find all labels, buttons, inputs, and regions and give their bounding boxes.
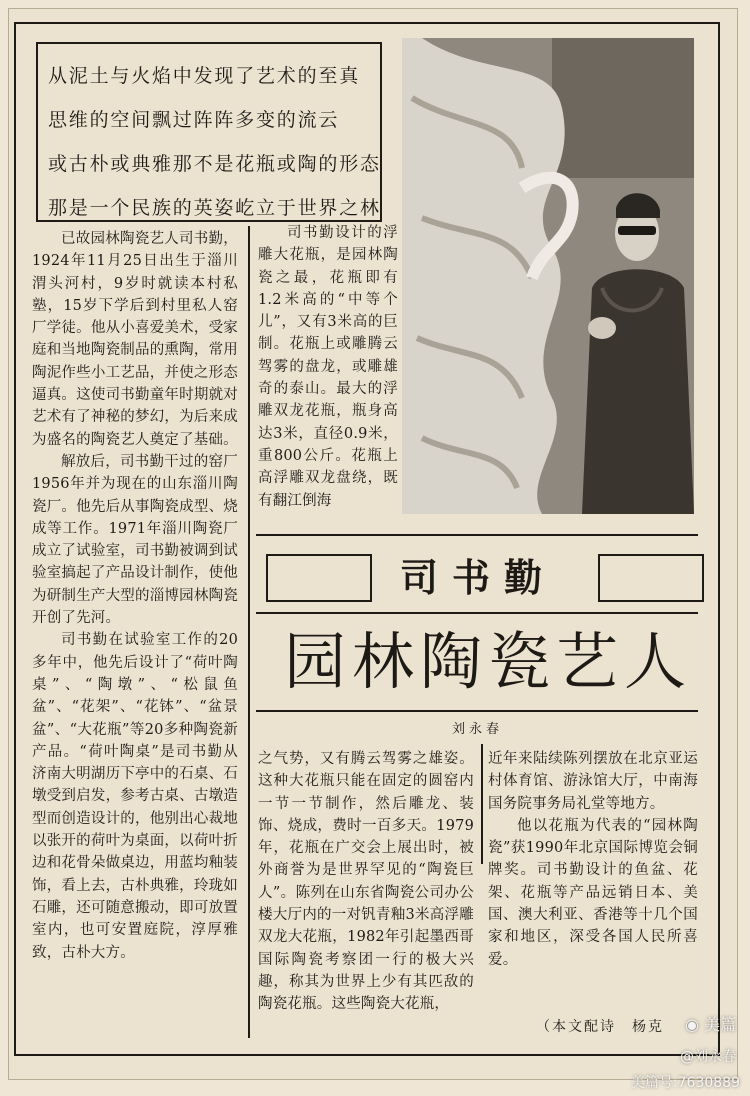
poem-line: 或古朴或典雅那不是花瓶或陶的形态 xyxy=(48,153,381,175)
article-name: 司书勤 xyxy=(399,556,556,600)
article-paragraph: 之气势，又有腾云驾雾之雄姿。这种大花瓶只能在固定的圆窑内一节一节制作，然后雕龙、装饰、烧成，费时一百多天。1979年，花瓶在广交会上展出时，被外商誉为是世界罕见的“陶瓷巨人”。陈列在山东省陶瓷公司办公楼大厅内的一对钒青釉3米高浮雕双龙大花瓶，1982年引起墨西哥国际陶瓷考察团一行的极大兴趣，称其为世界上少有其匹敌的陶瓷花瓶。这些陶瓷大花瓶， xyxy=(258,751,474,1013)
headline-rule-top xyxy=(256,534,698,536)
user-watermark: @刘永春 xyxy=(680,1049,736,1065)
poem-box xyxy=(36,42,382,222)
article-column-1 xyxy=(32,228,238,964)
decorative-box-left xyxy=(266,554,372,602)
article-paragraph: 近年来陆续陈列摆放在北京亚运村体育馆、游泳馆大厅，中南海国务院事务局礼堂等地方。 xyxy=(488,751,698,812)
portrait-photo xyxy=(402,38,694,514)
headline-rule-middle xyxy=(256,612,698,614)
column-divider xyxy=(248,226,250,1038)
poem-credit: （本文配诗 杨克 xyxy=(536,1019,664,1035)
meipian-logo-watermark: ◉ 美篇 xyxy=(684,1015,736,1034)
article-headline: 园林陶瓷艺人 xyxy=(283,625,692,698)
poem-line: 从泥土与火焰中发现了艺术的至真 xyxy=(48,65,361,87)
article-paragraph: 司书勤设计的浮雕大花瓶，是园林陶瓷之最，花瓶即有1.2米高的“中等个儿”，又有3米高的巨制。花瓶上或雕腾云驾雾的盘龙，或雕雄奇的泰山。最大的浮雕双龙花瓶，瓶身高达3米，直径0.9米，重800公斤。花瓶上高浮雕双龙盘绕，既有翻江倒海 xyxy=(258,225,398,509)
photo-illustration xyxy=(402,38,694,514)
headline-rule-bottom xyxy=(256,710,698,712)
article-paragraph: 他以花瓶为代表的“园林陶瓷”获1990年北京国际博览会铜牌奖。司书勤设计的鱼盆、花架、花瓶等产品远销日本、美国、澳大利亚、香港等十几个国家和地区，深受各国人民所喜爱。 xyxy=(488,817,698,968)
id-watermark: 美篇号:7630889 xyxy=(630,1075,740,1091)
column-divider xyxy=(481,744,483,864)
article-paragraph: 解放后，司书勤干过的窑厂1956年并为现在的山东淄川陶瓷厂。他先后从事陶瓷成型、烧成等工作。1971年淄川陶瓷厂成立了试验室，司书勤被调到试验室搞起了产品设计制作，使他为研制生产大型的淄博园林陶瓷开创了先河。 xyxy=(32,453,238,627)
article-paragraph: 已故园林陶瓷艺人司书勤，1924年11月25日出生于淄川渭头河村，9岁时就读本村私塾，15岁下学后到村里私人窑厂学徒。他从小喜爱美术，受家庭和当地陶瓷制品的熏陶，常用陶泥作些小工艺品，并使之形态逼真。这使司书勤童年时期就对艺术有了神秘的梦幻，为后来成为盛名的陶瓷艺人奠定了基础。 xyxy=(32,231,238,448)
decorative-box-right xyxy=(598,554,704,602)
poem-line: 那是一个民族的英姿屹立于世界之林 xyxy=(48,197,381,219)
article-column-3 xyxy=(258,748,474,1016)
article-paragraph: 司书勤在试验室工作的20多年中，他先后设计了“荷叶陶桌”、“陶墩”、“松鼠鱼盆”、“花架”、“花钵”、“盆景盆”、“大花瓶”等20多种陶瓷新产品。“荷叶陶桌”是司书勤从济南大明湖历下亭中的石桌、石墩受到启发，参考古桌、古墩造型而创造设计的，他别出心裁地以张开的荷叶为桌面，以荷叶折边和花骨朵做桌边，用蓝均釉装饰，看上去，古朴典雅，玲珑如石雕，还可随意搬动，即可放置室内，也可安置庭院，淳厚雅致，古朴大方。 xyxy=(32,632,238,961)
article-column-2 xyxy=(258,222,398,512)
article-author: 刘永春 xyxy=(452,722,504,737)
article-column-4 xyxy=(488,748,698,971)
poem-line: 思维的空间飘过阵阵多变的流云 xyxy=(48,109,340,131)
